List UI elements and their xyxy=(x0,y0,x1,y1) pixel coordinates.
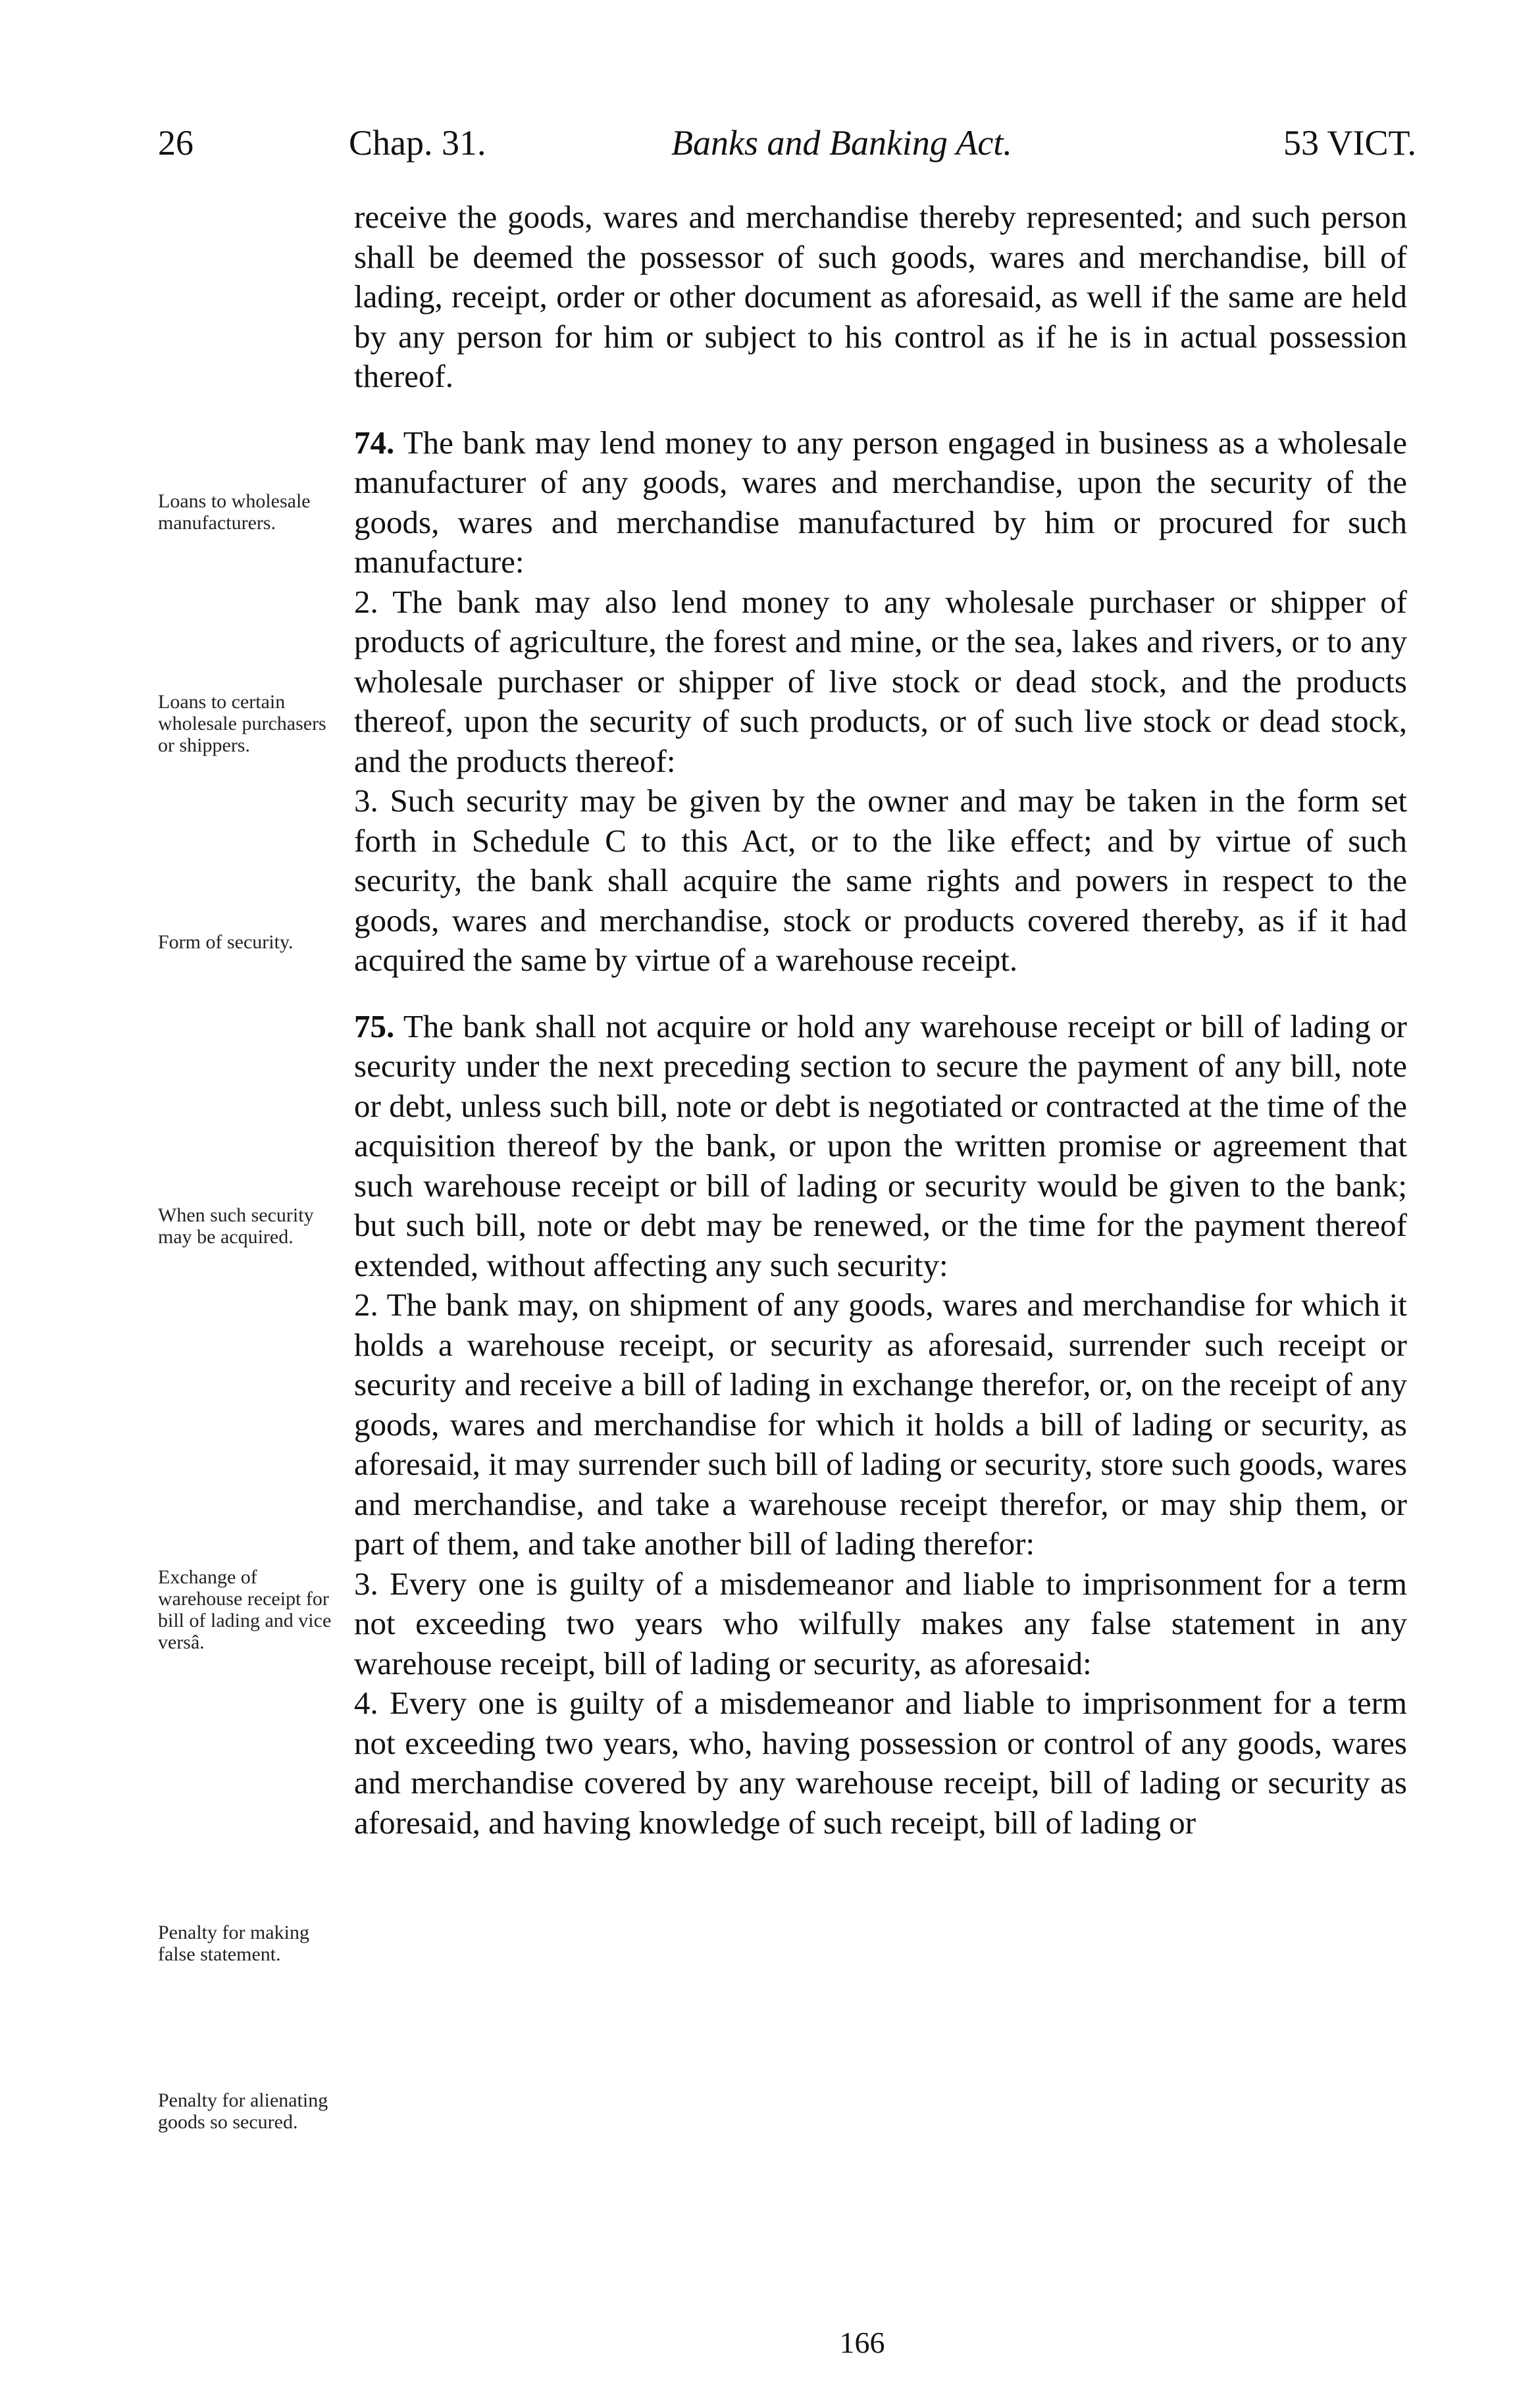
body-text xyxy=(354,197,1407,1843)
margin-note-loans-purchasers: Loans to certain wholesale purchasers or shippers. xyxy=(158,691,326,756)
subsection-74-3: 3. Such security may be given by the owner and may be taken in the form set forth in Schedule C to this Act, or to the like effect; and by virtue of such security, the bank shall acquire the same rights and powers in respect to the goods, wares and merchandise, stock or products covered thereby, as if it had acquired the same by virtue of a warehouse receipt. xyxy=(354,782,1407,978)
margin-note-penalty-alienating: Penalty for alienating goods so secured. xyxy=(158,2089,328,2133)
chapter-label: Chap. 31. xyxy=(349,123,486,163)
section-75 xyxy=(354,1007,1407,1286)
section-number: 75. xyxy=(354,1008,395,1044)
page-number: 26 xyxy=(158,123,193,163)
margin-note-when-acquired: When such security may be acquired. xyxy=(158,1204,314,1248)
margin-note-penalty-false: Penalty for making false statement. xyxy=(158,1922,309,1965)
margin-note-loans-manufacturers: Loans to wholesale manufacturers. xyxy=(158,490,311,534)
margin-note-exchange: Exchange of warehouse receipt for bill of lading and vice versâ. xyxy=(158,1566,332,1653)
subsection-75-4: 4. Every one is guilty of a misdemeanor and liable to imprisonment for a term not exceeding two years, who, having possession or control of any goods, wares and merchandise covered by any warehouse receipt, bill of lading or security as aforesaid, and having knowledge of such receipt, bill of lading or xyxy=(354,1685,1407,1841)
running-header xyxy=(158,120,1448,166)
section-text: The bank shall not acquire or hold any warehouse receipt or bill of lading or security under the next preceding section to secure the payment of any bill, note or debt, unless such bill, note or debt is negotiated or contracted at the time of the acquisition thereof by the bank, or upon the written promise or agreement that such warehouse receipt or bill of lading or security would be given to the bank; but such bill, note or debt may be renewed, or the time for the payment thereof extended, without affecting any such security: xyxy=(354,1008,1407,1283)
regnal-year: 53 VICT. xyxy=(1283,123,1416,163)
subsection-75-2: 2. The bank may, on shipment of any goods, wares and merchandise for which it holds a warehouse receipt, or security as aforesaid, surrender such receipt or security and receive a bill of lading in exchange therefor, or, on the receipt of any goods, wares and merchandise for which it holds a bill of lading or security, as aforesaid, it may surrender such bill of lading or security, store such goods, wares and merchandise, and take a warehouse receipt therefor, or may ship them, or part of them, and take another bill of lading therefor: xyxy=(354,1287,1407,1562)
footer-page-number: 166 xyxy=(839,2326,885,2359)
section-number: 74. xyxy=(354,424,395,461)
act-title: Banks and Banking Act. xyxy=(671,123,1012,163)
section-text: The bank may lend money to any person engaged in business as a wholesale manufacturer of any goods, wares and merchandise, upon the security of the goods, wares and merchandise manufactured by him or procured for such manufacture: xyxy=(354,424,1407,580)
paragraph-continuation: receive the goods, wares and merchandise thereby represented; and such person shall be deemed the possessor of such goods, wares and merchandise, bill of lading, receipt, order or other document as aforesaid, as well if the same are held by any person for him or subject to his control as if he is in actual possession thereof. xyxy=(354,199,1407,394)
subsection-75-3: 3. Every one is guilty of a misdemeanor and liable to imprisonment for a term not exceeding two years who wilfully makes any false statement in any warehouse receipt, bill of lading or security, as aforesaid: xyxy=(354,1565,1407,1681)
subsection-74-2: 2. The bank may also lend money to any wholesale purchaser or shipper of products of agriculture, the forest and mine, or the sea, lakes and rivers, or to any wholesale purchaser or shipper of live stock or dead stock, and the products thereof, upon the security of such products, or of such live stock or dead stock, and the products thereof: xyxy=(354,583,1407,779)
section-74 xyxy=(354,423,1407,582)
margin-note-form-security: Form of security. xyxy=(158,931,294,953)
